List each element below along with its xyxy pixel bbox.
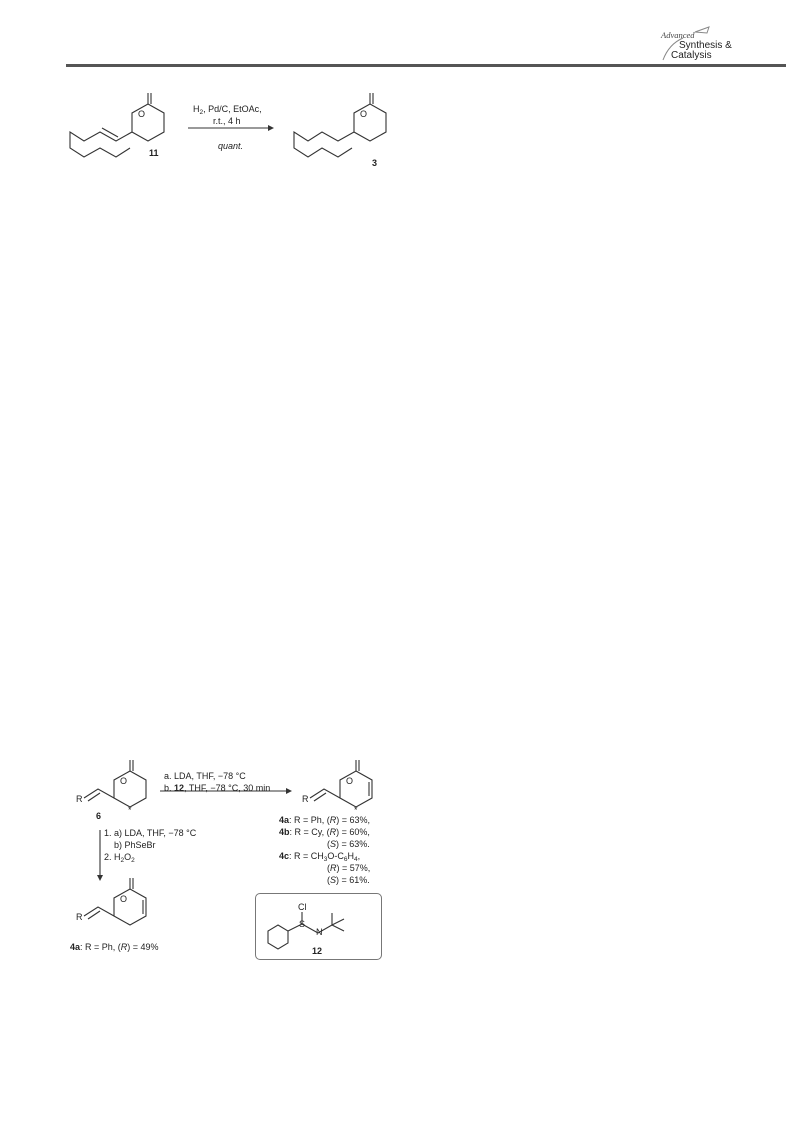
- arrowhead-down: [97, 875, 103, 881]
- logo-advanced: Advanced: [661, 30, 695, 40]
- compound-label-3: 3: [372, 158, 378, 168]
- svg-text:*: *: [354, 805, 358, 815]
- compound-label-6: 6: [96, 811, 102, 821]
- logo-catalysis: Catalysis: [671, 50, 712, 61]
- route-b-line3: 2. $H_2O_2$: [104, 852, 135, 864]
- journal-logo: [655, 24, 785, 64]
- product-4c: 4c: $R = CH_3O-C_6H_4$,: [279, 851, 361, 863]
- svg-text:O: O: [360, 109, 368, 119]
- pyranone-ring-4a-left: [114, 889, 146, 925]
- top-reagents-line1: $H_2$, Pd/C, EtOAc,: [193, 104, 262, 116]
- svg-text:*: *: [128, 805, 132, 815]
- route-b-line2: b) PhSeBr: [114, 840, 156, 850]
- product-4a-left: 4a: R = Ph, (R) = 49%: [70, 942, 159, 952]
- atom-s: S: [299, 919, 306, 929]
- route-a-line2: b. 12, THF, −78 °C, 30 min: [164, 783, 271, 793]
- atom-cl: Cl: [298, 902, 307, 912]
- alkyl-chain-3: [294, 132, 354, 157]
- route-a-line1: a. LDA, THF, −78 °C: [164, 771, 246, 781]
- svg-text:O: O: [346, 776, 354, 786]
- compound-label-12: 12: [312, 946, 323, 956]
- product-4a-right: 4a: R = Ph, (R) = 63%,: [279, 815, 371, 825]
- svg-text:O: O: [138, 109, 146, 119]
- arrowhead-top: [268, 125, 274, 131]
- top-reagents-line2: r.t., 4 h: [213, 116, 241, 126]
- product-4b-s: (S) = 63%.: [327, 839, 370, 849]
- arrowhead-right: [286, 788, 292, 794]
- compound-label-11: 11: [149, 148, 159, 158]
- product-4b: 4b: R = Cy, (R) = 60%,: [279, 827, 370, 837]
- svg-text:R: R: [302, 794, 309, 804]
- svg-text:R: R: [76, 912, 83, 922]
- product-4c-s: (S) = 61%.: [327, 875, 370, 885]
- lactone-ring-11: [132, 104, 164, 141]
- svg-text:O: O: [120, 894, 128, 904]
- svg-text:O: O: [120, 776, 128, 786]
- product-4c-r: (R) = 57%,: [327, 863, 371, 873]
- lactone-ring-3: [354, 104, 386, 141]
- top-yield: quant.: [218, 141, 244, 151]
- lactone-ring-6: [114, 771, 146, 807]
- pyranone-ring-4-right: [340, 771, 372, 807]
- svg-text:R: R: [76, 794, 83, 804]
- route-b-line1: 1. a) LDA, THF, −78 °C: [104, 828, 197, 838]
- atom-n: N: [316, 927, 323, 937]
- alkene-chain-11: [70, 132, 132, 157]
- header-rule: [66, 64, 786, 67]
- logo-synthesis: Synthesis &: [679, 40, 732, 51]
